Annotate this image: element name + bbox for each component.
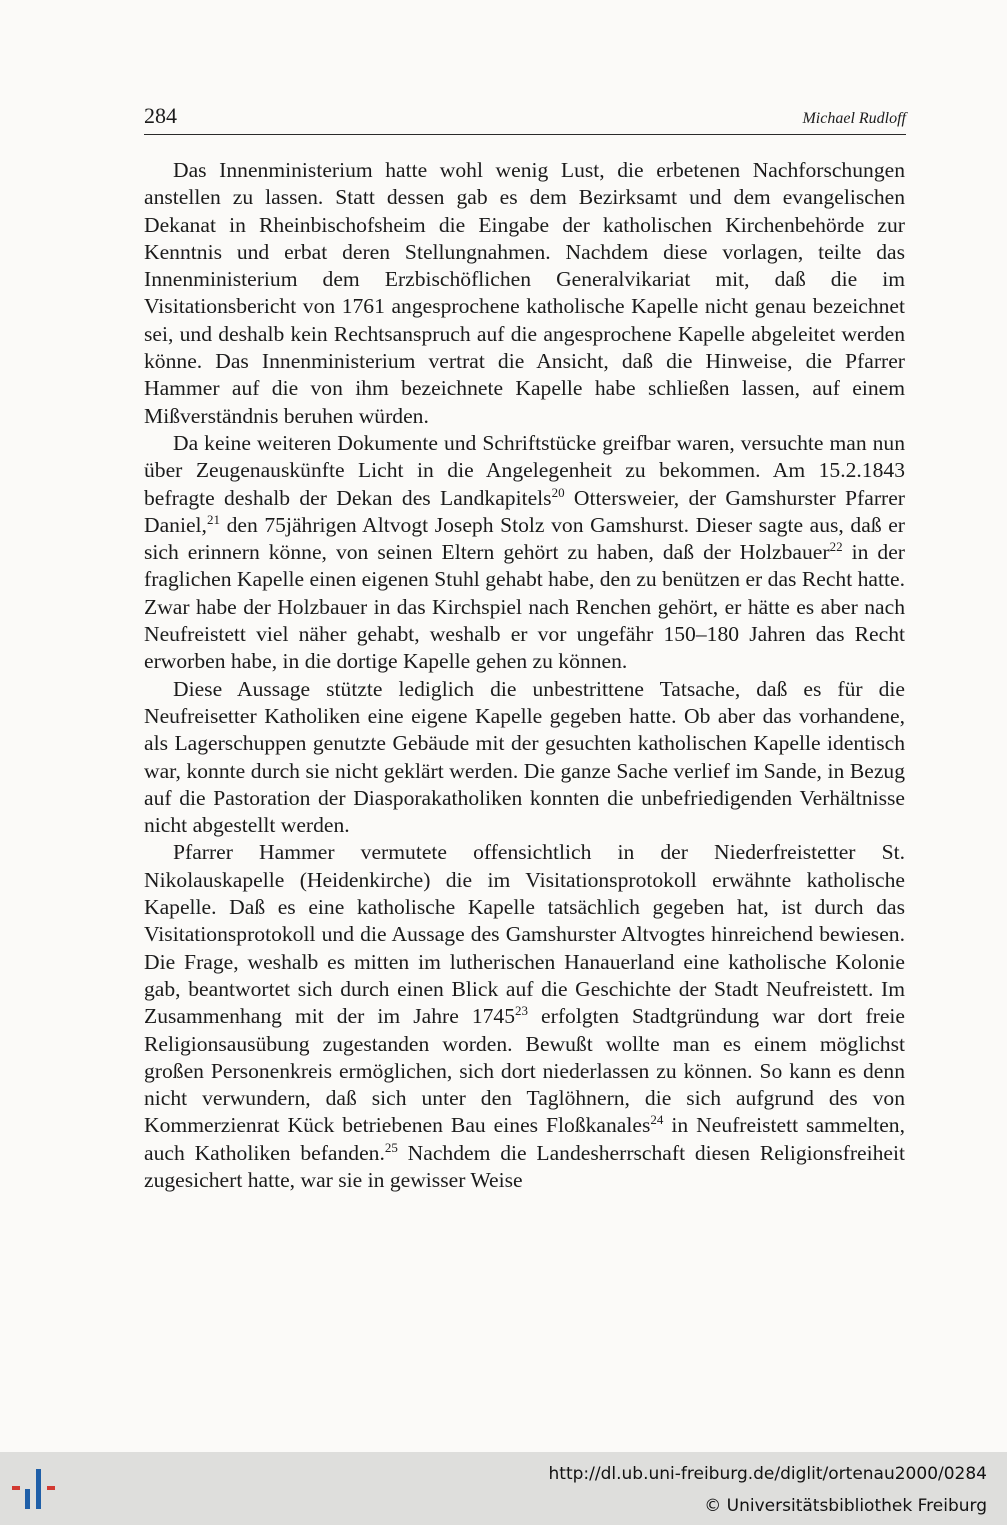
logo-bar-tall xyxy=(36,1469,41,1509)
ub-freiburg-logo-icon[interactable] xyxy=(12,1465,64,1513)
text-run: Ottersweier, der Gamshurster Pfarrer Daniel, xyxy=(144,485,905,537)
footnote-reference[interactable]: 25 xyxy=(384,1139,398,1155)
paragraph xyxy=(144,676,905,840)
text-run: Nachdem die Landesherrschaft diesen Religionsfreiheit zugesichert hatte, war sie in gewisser Weise xyxy=(144,1140,905,1192)
running-head-author: Michael Rudloff xyxy=(802,110,906,127)
permalink-url[interactable]: http://dl.ub.uni-freiburg.de/diglit/ortenau2000/0284 xyxy=(548,1464,987,1484)
logo-right-dash xyxy=(47,1486,55,1490)
footnote-reference[interactable]: 20 xyxy=(551,484,565,500)
text-run: den 75jährigen Altvogt Joseph Stolz von Gamshurst. Dieser sagte aus, daß er sich erinnern könne, von seinen Eltern gehört zu haben, daß der Holzbauer xyxy=(144,512,905,565)
paragraph xyxy=(144,839,905,1194)
text-run: Da keine weiteren Dokumente und Schriftstücke greifbar waren, versuchte man nun über Zeugenauskünfte Licht in die Angelegenheit zu bekommen. Am 15.2.1843 befragte deshalb der Dekan des Landkapitels xyxy=(144,430,905,510)
text-run: Pfarrer Hammer vermutete offensichtlich in der Niederfreistetter St. Nikolauskapelle (Heidenkirche) die im Visitationsprotokoll erwähnte katholische Kapelle. Daß es eine katholische Kapelle tatsächlich gegeben hat, ist durch das Visitationsprotokoll und die Aussage des Gamshurster Altvogtes hinreichend bewiesen. Die Frage, weshalb es mitten im lutherischen Hanauerland eine katholische Kolonie gab, beantwortet sich durch einen Blick auf die Geschichte der Stadt Neufreistett. Im Zusammenhang mit der im Jahre 1745 xyxy=(144,840,905,1029)
text-run: in der fraglichen Kapelle einen eigenen Stuhl gehabt habe, den zu benützen er das Recht hatte. Zwar habe der Holzbauer in das Kirchspiel nach Renchen gehört, er hätte es aber nach Neufreistett viel näher gehabt, weshalb er vor ungefähr 150–180 Jahren das Recht erworben habe, in die dortige Kapelle gehen zu können. xyxy=(144,540,905,674)
paragraph xyxy=(144,430,905,676)
copyright-notice: © Universitätsbibliothek Freiburg xyxy=(704,1496,987,1516)
viewer-footer xyxy=(0,1452,1007,1525)
footnote-reference[interactable]: 24 xyxy=(650,1112,664,1128)
footnote-reference[interactable]: 23 xyxy=(515,1003,529,1019)
paragraph xyxy=(144,157,905,430)
page-number: 284 xyxy=(144,103,177,128)
running-head xyxy=(144,100,906,135)
body-text xyxy=(144,157,905,1194)
text-run: erfolgten Stadtgründung war dort freie Religionsausübung zugestanden worden. Bewußt wollte man es einem möglichst großen Personenkreis ermöglichen, sich dort niederlassen zu können. So kann es denn nicht verwundern, daß sich unter den Taglöhnern, die sich aufgrund des von Kommerzienrat Kück betriebenen Bau eines Floßkanales xyxy=(144,1004,905,1138)
text-run: in Neufreistett sammelten, auch Katholiken befanden. xyxy=(144,1113,905,1165)
text-run: Das Innenministerium hatte wohl wenig Lust, die erbetenen Nachforschungen anstellen zu lassen. Statt dessen gab es dem Bezirksamt und dem evangelischen Dekanat in Rheinbischofsheim die Eingabe der katholischen Kirchenbehörde zur Kenntnis und erbat deren Stellungnahmen. Nachdem diese vorlagen, teilte das Innenministerium dem Erzbischöflichen Generalvikariat mit, daß die im Visitationsbericht von 1761 angesprochene katholische Kapelle nicht genau bezeichnet sei, und deshalb kein Rechtsanspruch auf die angesprochene Kapelle abgeleitet werden könne. Das Innenministerium vertrat die Ansicht, daß die Hinweise, die Pfarrer Hammer auf die von ihm bezeichnete Kapelle habe schließen lassen, auf einem Mißverständnis beruhen würden. xyxy=(144,158,905,428)
logo-left-dash xyxy=(12,1486,20,1490)
logo-bar-short xyxy=(25,1489,30,1509)
footnote-reference[interactable]: 22 xyxy=(829,539,843,555)
text-run: Diese Aussage stützte lediglich die unbestrittene Tatsache, daß es für die Neufreisetter Katholiken eine eigene Kapelle gegeben hatte. Ob aber das vorhandene, als Lagerschuppen genutzte Gebäude mit der gesuchten katholischen Kapelle identisch war, konnte durch sie nicht geklärt werden. Die ganze Sache verlief im Sande, in Bezug auf die Pastoration der Diasporakatholiken konnten die unbefriedigenden Verhältnisse nicht abgestellt werden. xyxy=(144,676,905,838)
footnote-reference[interactable]: 21 xyxy=(206,511,220,527)
